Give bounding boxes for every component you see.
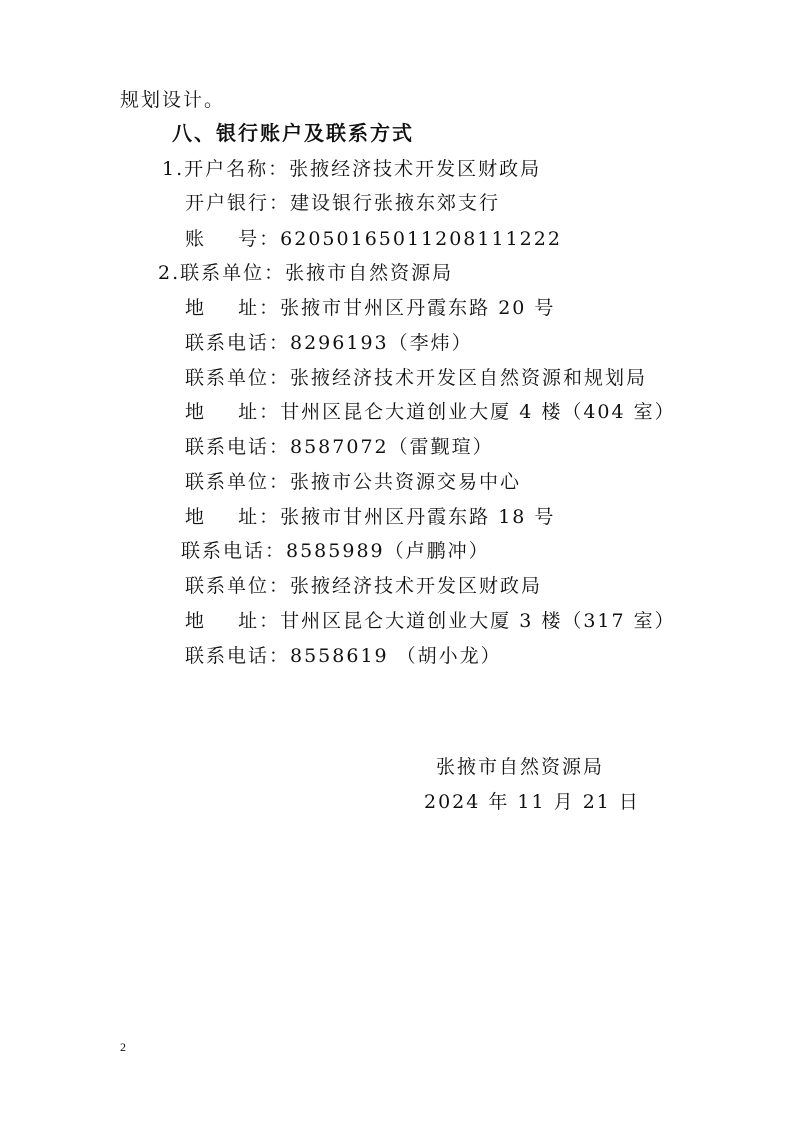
contact-address-line-4: 地 址：甘州区昆仑大道创业大厦 3 楼（317 室） bbox=[185, 610, 676, 632]
contact-phone-line-2: 联系电话：8587072（雷觐瑄） bbox=[185, 436, 494, 458]
contact-address-line-2: 地 址：甘州区昆仑大道创业大厦 4 楼（404 室） bbox=[185, 401, 676, 423]
signature-date: 2024 年 11 月 21 日 bbox=[424, 791, 640, 813]
page-number: 2 bbox=[120, 1040, 126, 1054]
contact-unit-line-2: 联系单位：张掖经济技术开发区自然资源和规划局 bbox=[185, 367, 648, 389]
signature-org: 张掖市自然资源局 bbox=[436, 756, 605, 778]
account-number-line: 账 号：62050165011208111222 bbox=[185, 228, 562, 250]
bank-line: 开户银行：建设银行张掖东郊支行 bbox=[185, 192, 501, 214]
contact-phone-line-1: 联系电话：8296193（李炜） bbox=[185, 332, 473, 354]
continuation-text: 规划设计。 bbox=[120, 89, 226, 111]
contact-address-line-3: 地 址：张掖市甘州区丹霞东路 18 号 bbox=[185, 506, 556, 528]
contact-phone-line-4: 联系电话：8558619 （胡小龙） bbox=[185, 645, 502, 667]
contact-phone-line-3: 联系电话：8585989（卢鹏冲） bbox=[181, 540, 490, 562]
contact-unit-line-3: 联系单位：张掖市公共资源交易中心 bbox=[185, 471, 522, 493]
contact-unit-line-4: 联系单位：张掖经济技术开发区财政局 bbox=[185, 575, 543, 597]
account-name-line: 1.开户名称：张掖经济技术开发区财政局 bbox=[162, 158, 542, 180]
section-heading: 八、银行账户及联系方式 bbox=[172, 121, 414, 145]
contact-unit-line-1: 2.联系单位：张掖市自然资源局 bbox=[158, 262, 454, 284]
contact-address-line-1: 地 址：张掖市甘州区丹霞东路 20 号 bbox=[185, 297, 556, 319]
